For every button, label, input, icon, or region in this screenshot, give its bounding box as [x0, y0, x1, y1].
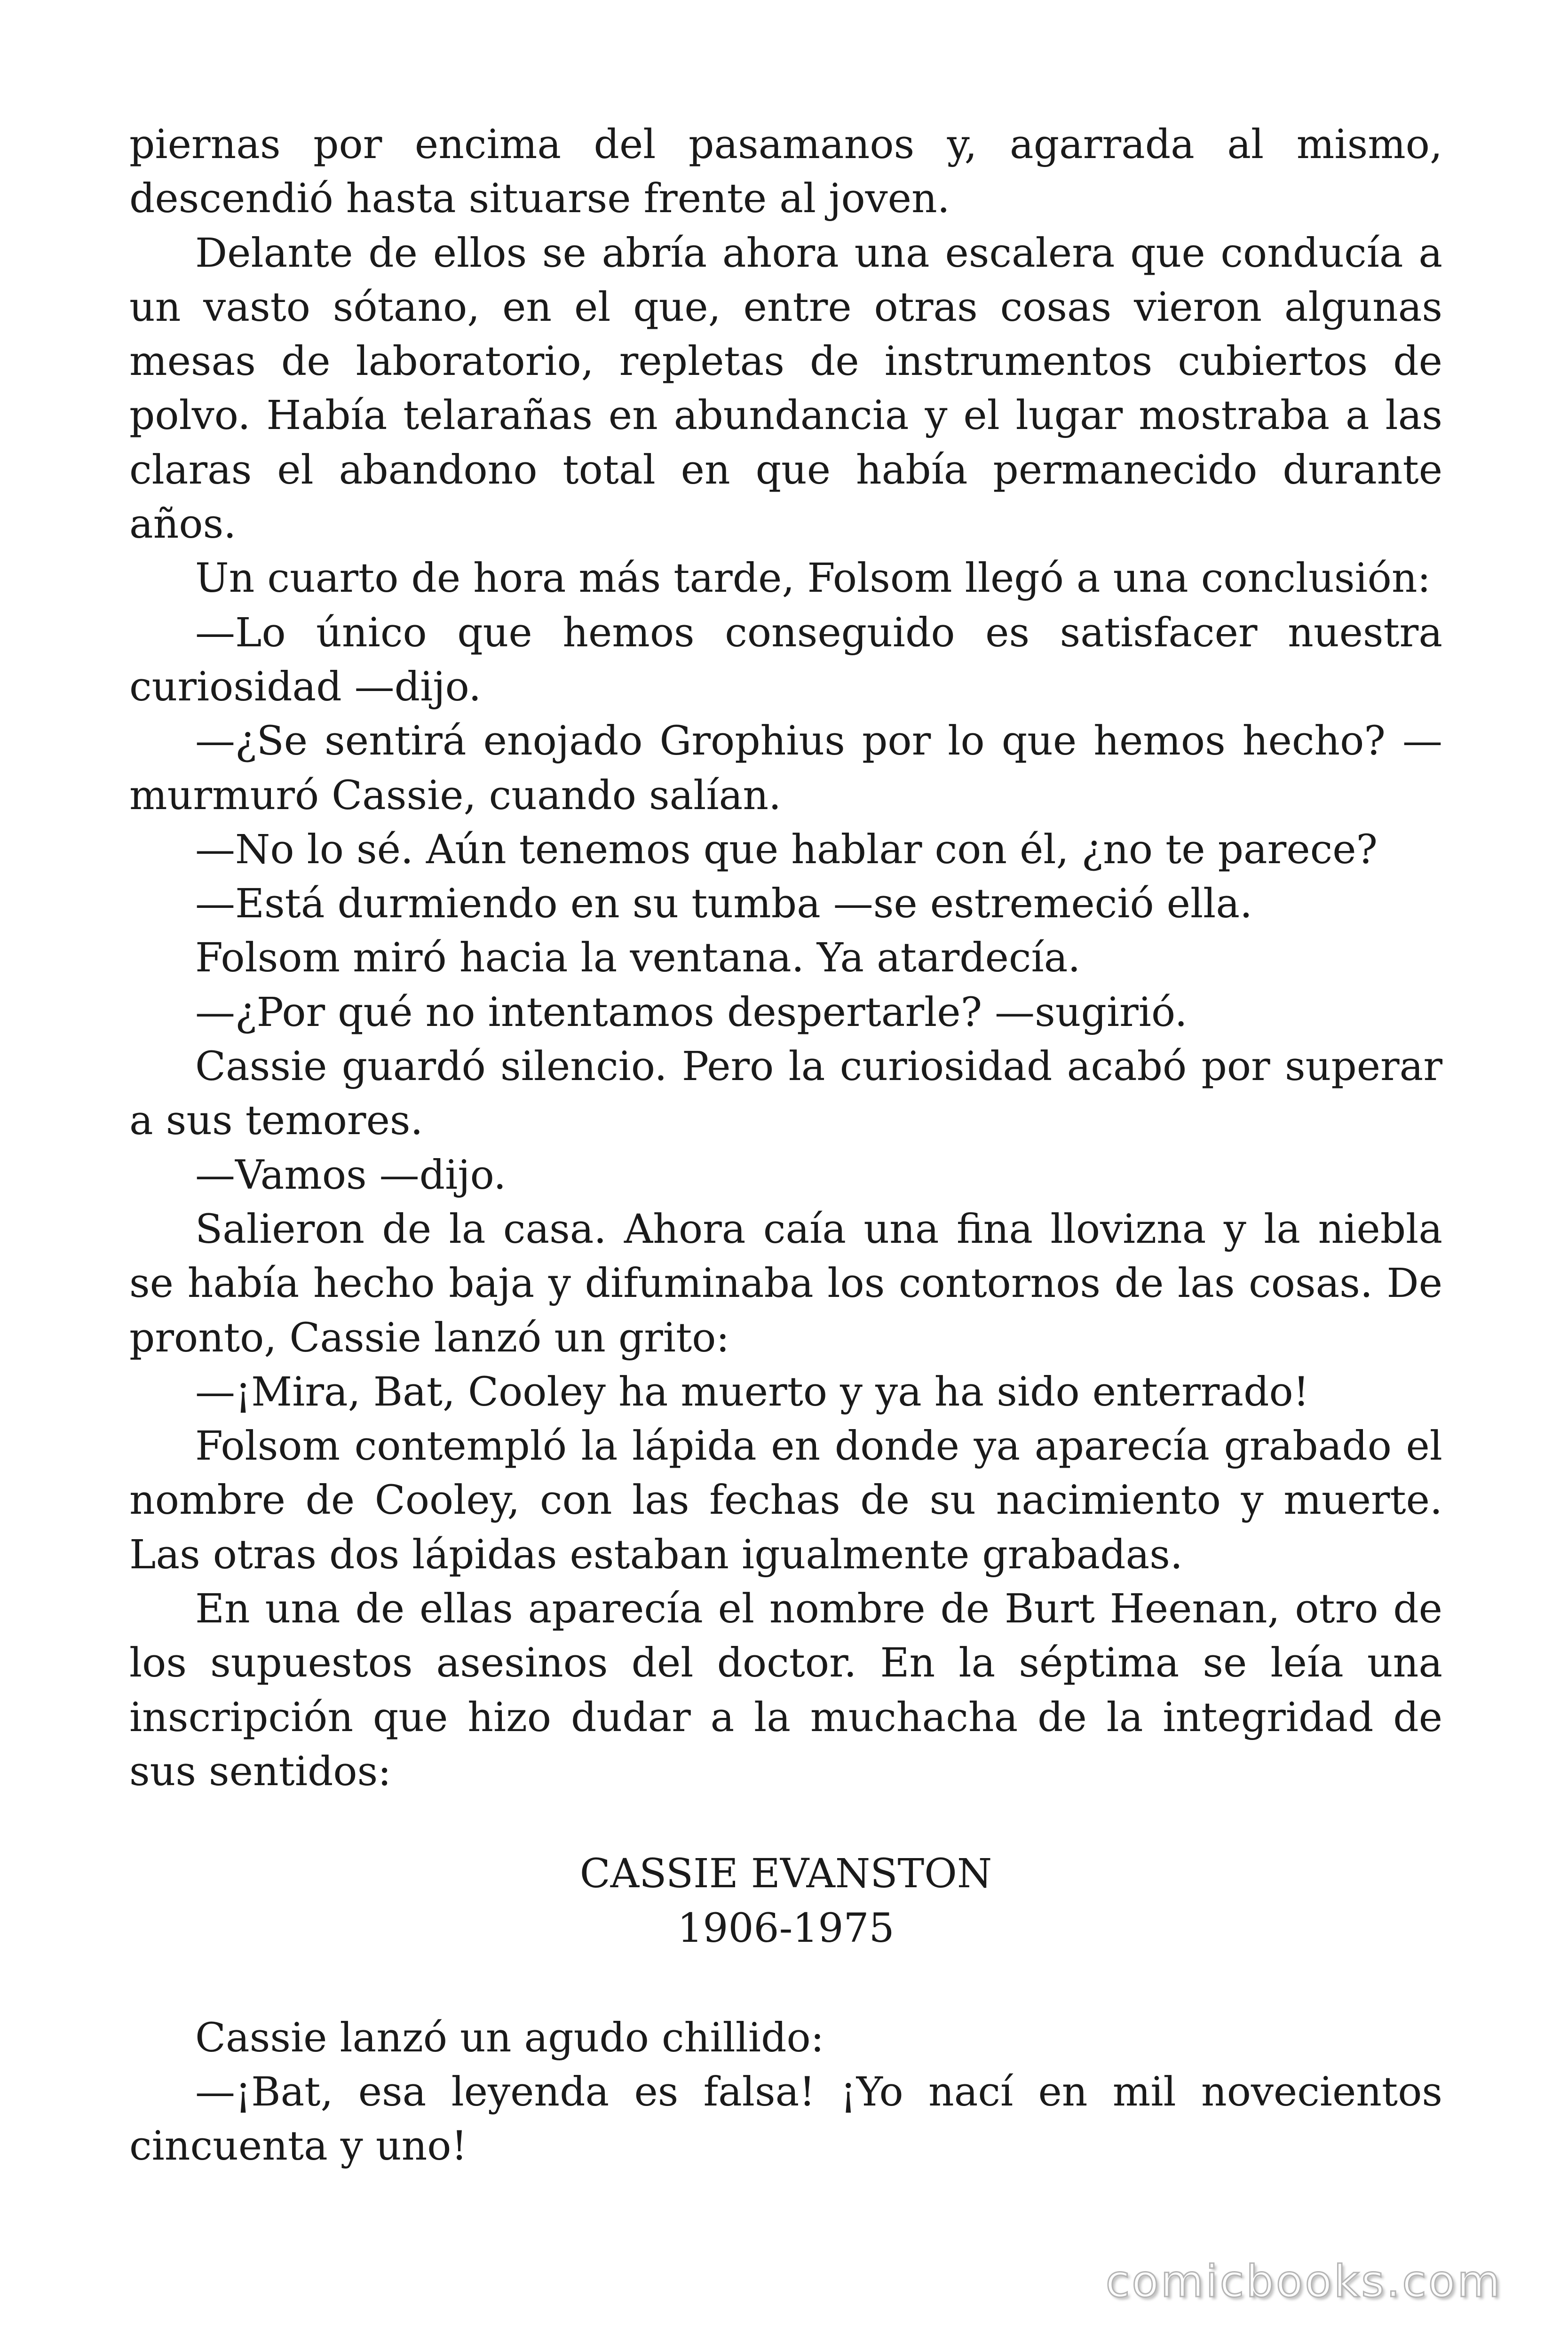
paragraph: Folsom contempló la lápida en donde ya aparecía grabado el nombre de Cooley, con las fechas de su nacimiento y muerte. Las otras dos lápidas estaban igualmente grabadas.	[129, 1423, 1442, 1578]
paragraph-continuation: piernas por encima del pasamanos y, agarrada al mismo, descendió hasta situarse frente al joven.	[129, 121, 1442, 222]
dialogue-paragraph: —¡Mira, Bat, Cooley ha muerto y ya ha sido enterrado!	[195, 1368, 1309, 1415]
dialogue-paragraph: —Vamos —dijo.	[195, 1152, 507, 1199]
paragraph: En una de ellas aparecía el nombre de Burt Heenan, otro de los supuestos asesinos del doctor. En la séptima se leía una inscripción que hizo dudar a la muchacha de la integridad de sus sentidos:	[129, 1586, 1442, 1795]
dialogue-paragraph: —Lo único que hemos conseguido es satisfacer nuestra curiosidad —dijo.	[129, 609, 1442, 710]
paragraph: Cassie lanzó un agudo chillido:	[195, 2014, 824, 2061]
paragraph: Un cuarto de hora más tarde, Folsom llegó a una conclusión:	[195, 555, 1431, 602]
watermark-logo: comicbooks.com	[1105, 2256, 1502, 2307]
dialogue-paragraph: —¿Se sentirá enojado Grophius por lo que hemos hecho? —murmuró Cassie, cuando salían.	[129, 718, 1442, 819]
dialogue-paragraph: —No lo sé. Aún tenemos que hablar con él, ¿no te parece?	[195, 826, 1378, 873]
inscription-name: CASSIE EVANSTON	[579, 1851, 992, 1898]
dialogue-paragraph: —Está durmiendo en su tumba —se estremeció ella.	[195, 881, 1253, 928]
tombstone-inscription	[129, 1847, 1442, 1955]
page-text-body	[129, 118, 1442, 2174]
inscription-dates: 1906-1975	[677, 1905, 895, 1952]
dialogue-paragraph: —¡Bat, esa leyenda es falsa! ¡Yo nací en mil novecientos cincuenta y uno!	[129, 2069, 1442, 2170]
paragraph: Folsom miró hacia la ventana. Ya atardecía.	[195, 935, 1081, 982]
dialogue-paragraph: —¿Por qué no intentamos despertarle? —sugirió.	[195, 989, 1188, 1036]
paragraph: Delante de ellos se abría ahora una escalera que conducía a un vasto sótano, en el que, entre otras cosas vieron algunas mesas de laboratorio, repletas de instrumentos cubiertos de polvo. Había telarañas en abundancia y el lugar mostraba a las claras el abandono total en que había permanecido durante años.	[129, 230, 1442, 548]
paragraph: Salieron de la casa. Ahora caía una fina llovizna y la niebla se había hecho baja y difuminaba los contornos de las cosas. De pronto, Cassie lanzó un grito:	[129, 1206, 1442, 1361]
paragraph: Cassie guardó silencio. Pero la curiosidad acabó por superar a sus temores.	[129, 1043, 1442, 1144]
